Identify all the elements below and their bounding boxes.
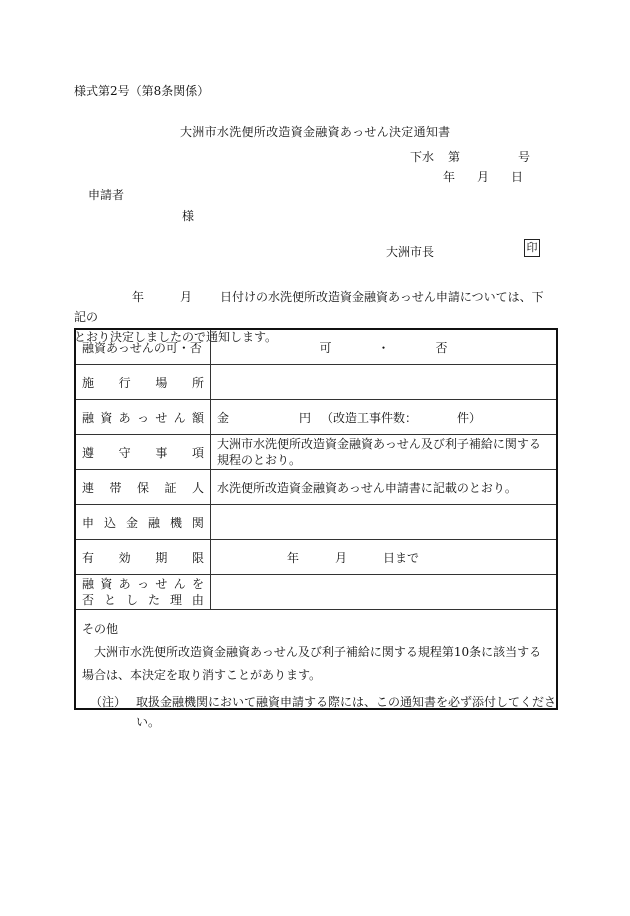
spaced-label <box>82 549 204 566</box>
label-char: ん <box>173 577 186 591</box>
validity-until: 日まで <box>383 550 420 565</box>
date-day: 日 <box>511 170 524 184</box>
label-char: 行 <box>118 375 131 390</box>
label-char: せ <box>155 577 168 591</box>
label-char: 融 <box>82 577 95 591</box>
note-label: （注） <box>90 695 127 709</box>
note-text-1: 取扱金融機関において融資申請する際には、この通知書を必ず添付してくださ <box>136 695 557 709</box>
intro-month: 月 <box>180 290 193 304</box>
label-char: 項 <box>191 445 204 460</box>
label-char: 有 <box>82 550 95 565</box>
decision-table <box>74 328 558 710</box>
label-char: 保 <box>136 480 149 495</box>
label-char: 効 <box>118 550 131 565</box>
intro-text-2: とおり決定しましたので通知します。 <box>74 330 278 344</box>
seal-mark: 印 <box>524 239 540 257</box>
label-char: ん <box>173 410 186 425</box>
spaced-label <box>82 409 204 426</box>
label-char: せ <box>155 410 168 425</box>
site-cell <box>211 365 558 400</box>
footnote <box>90 692 560 732</box>
other-text: 大洲市水洗便所改造資金融資あっせん及び利子補給に関する規程第10条に該当する場合は、本決定を取り消すことがあります。 <box>82 645 542 682</box>
row-label <box>75 540 211 575</box>
amount-detail: （改造工事件数： <box>321 410 418 425</box>
approval-cell <box>211 329 558 365</box>
label-char: 否 <box>82 593 95 607</box>
label-char: 証 <box>164 480 177 495</box>
validity-month: 月 <box>335 550 348 565</box>
label-char: っ <box>136 410 149 425</box>
label-char: 限 <box>191 550 204 565</box>
row-label: 融資あっせんの可・否 <box>75 329 211 365</box>
number-dai: 第 <box>448 150 461 164</box>
honorific: 様 <box>182 209 195 223</box>
label-char: 施 <box>82 375 95 390</box>
row-label <box>75 575 211 610</box>
label-char: 場 <box>155 375 168 390</box>
label-char: 関 <box>191 515 204 530</box>
spaced-label-line2 <box>82 592 204 608</box>
approve-option: 可 <box>319 340 332 355</box>
option-separator: ・ <box>377 340 390 355</box>
mayor-name: 大洲市長 <box>386 245 435 259</box>
amount-yen: 円 <box>299 410 312 425</box>
date-year: 年 <box>443 170 456 184</box>
table-row <box>75 365 557 400</box>
row-label <box>75 435 211 470</box>
label-char: っ <box>136 577 149 591</box>
label-char: を <box>191 577 204 591</box>
table-row <box>75 329 557 365</box>
table-row <box>75 505 557 540</box>
label-char: あ <box>118 577 131 591</box>
label-char: と <box>103 593 116 607</box>
label-char: 守 <box>118 445 131 460</box>
row-label <box>75 505 211 540</box>
label-char: 期 <box>155 550 168 565</box>
label-char: 由 <box>191 593 204 607</box>
issue-date-line <box>443 168 523 185</box>
label-char: 申 <box>82 515 95 530</box>
bank-cell <box>211 505 558 540</box>
validity-year: 年 <box>287 550 300 565</box>
spaced-label <box>82 374 204 391</box>
amount-cell <box>211 400 558 435</box>
label-char: し <box>125 593 138 607</box>
document-title: 大洲市水洗便所改造資金融資あっせん決定通知書 <box>180 125 451 139</box>
spaced-label-line1 <box>82 576 204 592</box>
number-go: 号 <box>518 150 531 164</box>
document-number-line <box>410 148 530 165</box>
applicant-label: 申請者 <box>88 188 125 202</box>
intro-year: 年 <box>132 290 145 304</box>
guarantor-cell: 水洗便所改造資金融資あっせん申請書に記載のとおり。 <box>211 470 558 505</box>
form-number: 様式第2号（第8条関係） <box>74 84 210 98</box>
label-char: 帯 <box>109 480 122 495</box>
label-char: 事 <box>155 445 168 460</box>
label-char: た <box>147 593 160 607</box>
label-char: 人 <box>191 480 204 495</box>
label-char: 連 <box>82 480 95 495</box>
label-char: 機 <box>169 515 182 530</box>
label-char: 込 <box>103 515 116 530</box>
label-char: 理 <box>169 593 182 607</box>
label-char: 融 <box>147 515 160 530</box>
validity-cell <box>211 540 558 575</box>
number-prefix: 下水 <box>410 150 435 164</box>
label-char: あ <box>118 410 131 425</box>
note-text-2: い。 <box>136 715 161 729</box>
reject-option: 否 <box>435 340 448 355</box>
reason-cell <box>211 575 558 610</box>
label-char: 資 <box>100 410 113 425</box>
spaced-label <box>82 444 204 461</box>
intro-text-1: 日付けの水洗便所改造資金融資あっせん申請については、下記の <box>74 290 544 324</box>
table-row <box>75 470 557 505</box>
spaced-label <box>82 514 204 531</box>
label-char: 額 <box>191 410 204 425</box>
table-row <box>75 540 557 575</box>
table-row <box>75 575 557 610</box>
label-char: 遵 <box>82 445 95 460</box>
other-title: その他 <box>82 622 119 636</box>
label-char: 資 <box>100 577 113 591</box>
label-char: 金 <box>125 515 138 530</box>
row-label <box>75 365 211 400</box>
label-char: 所 <box>191 375 204 390</box>
amount-ken: 件） <box>457 410 482 425</box>
compliance-cell: 大洲市水洗便所改造資金融資あっせん及び利子補給に関する規程のとおり。 <box>211 435 558 470</box>
amount-kin: 金 <box>217 410 230 425</box>
label-char: 融 <box>82 410 95 425</box>
table-row <box>75 435 557 470</box>
row-label <box>75 470 211 505</box>
spaced-label <box>82 479 204 496</box>
table-row <box>75 400 557 435</box>
date-month: 月 <box>477 170 490 184</box>
row-label <box>75 400 211 435</box>
